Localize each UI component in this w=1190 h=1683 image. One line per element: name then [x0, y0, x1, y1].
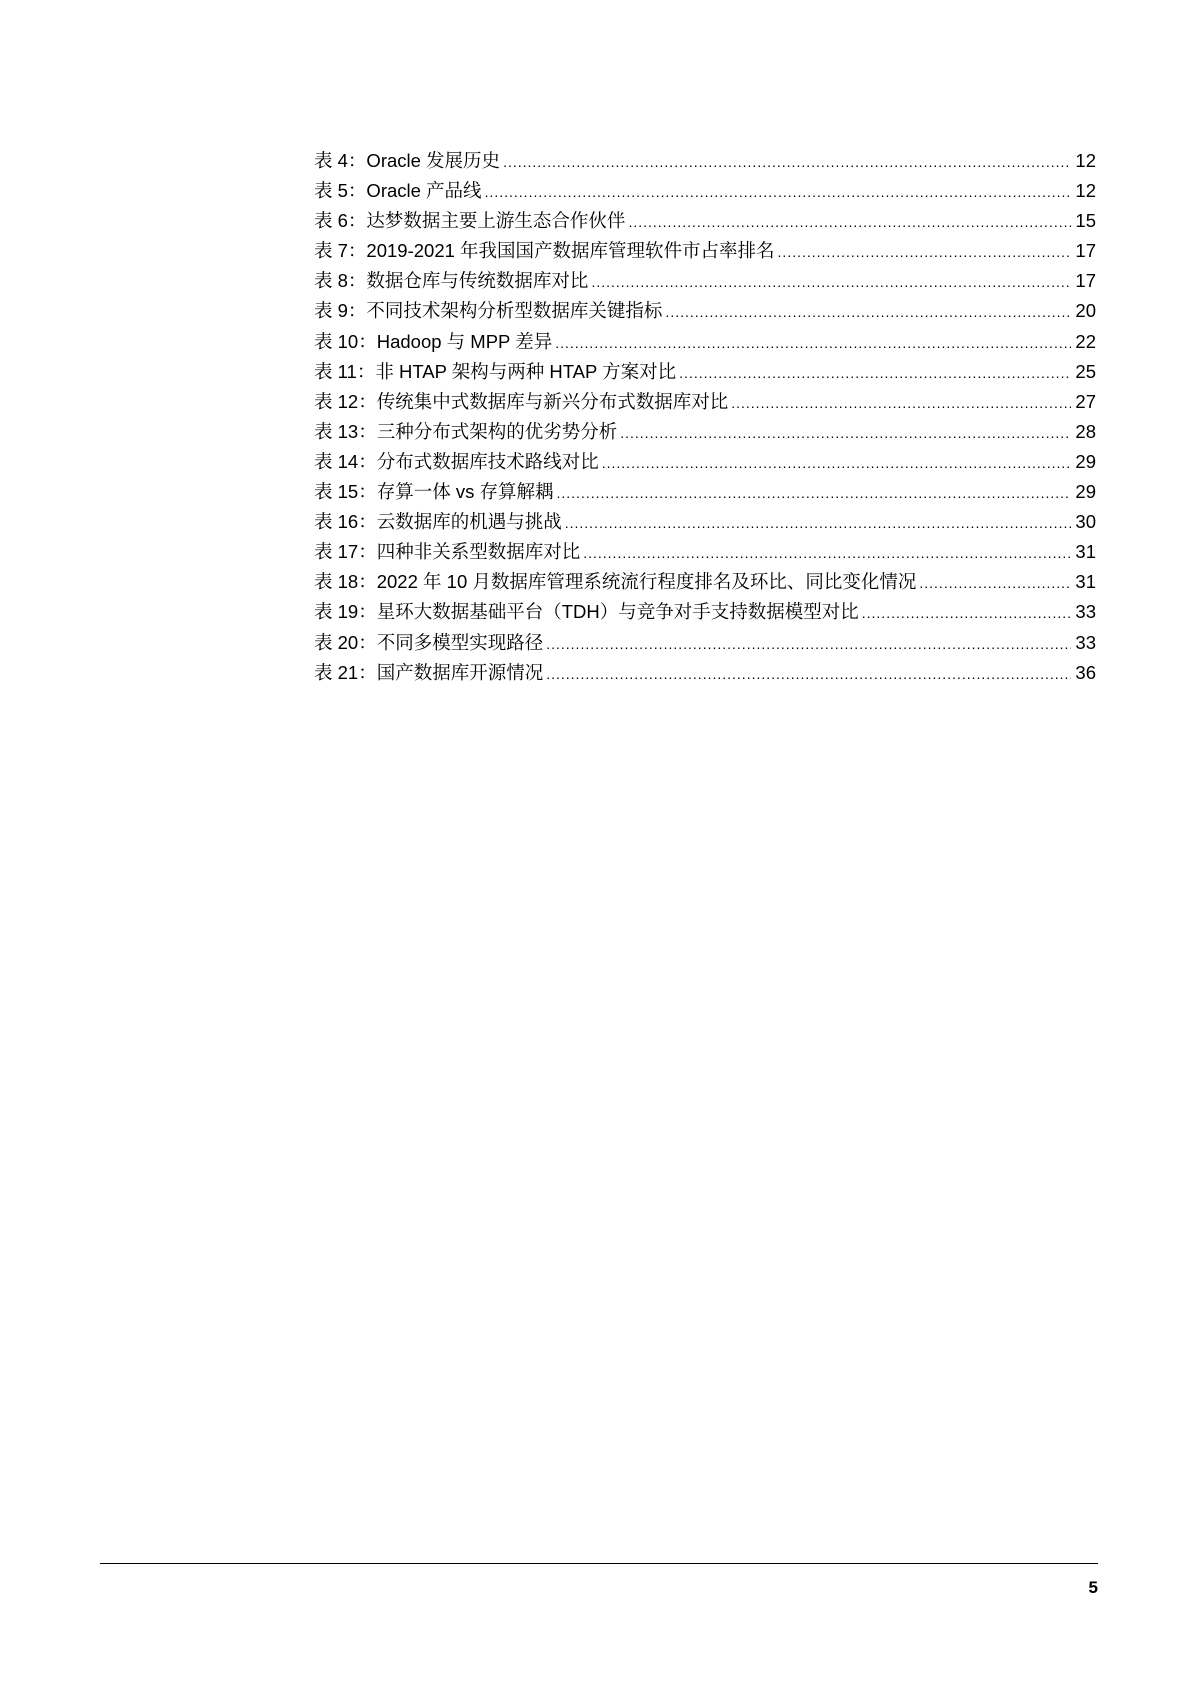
toc-dot-leader: [919, 568, 1071, 598]
toc-entry-page: 33: [1075, 601, 1096, 623]
toc-entry-label: 表 11：非 HTAP 架构与两种 HTAP 方案对比: [314, 360, 677, 382]
toc-entry-label: 表 4：Oracle 发展历史: [314, 150, 501, 171]
toc-entry-label: 表 21：国产数据库开源情况: [314, 661, 544, 683]
page-number: 5: [1088, 1578, 1098, 1597]
toc-entry-page: 12: [1075, 180, 1096, 202]
toc-entry-page: 27: [1075, 390, 1096, 412]
toc-entry-page: 31: [1075, 571, 1096, 593]
toc-dot-leader: [665, 297, 1071, 327]
toc-entry-page: 33: [1075, 631, 1096, 653]
toc-entry[interactable]: [314, 327, 1096, 357]
toc-dot-leader: [557, 478, 1072, 508]
toc-entry-label: 表 13：三种分布式架构的优劣势分析: [314, 420, 618, 442]
toc-entry-label: 表 19：星环大数据基础平台（TDH）与竞争对手支持数据模型对比: [314, 601, 859, 623]
toc-dot-leader: [731, 388, 1071, 418]
toc-entry-page: 20: [1075, 300, 1096, 322]
toc-dot-leader: [565, 508, 1071, 538]
toc-entry[interactable]: [314, 507, 1096, 537]
toc-dot-leader: [602, 448, 1071, 478]
toc-dot-leader: [591, 267, 1071, 297]
toc-entry[interactable]: [314, 537, 1096, 567]
toc-dot-leader: [862, 598, 1071, 628]
toc-dot-leader: [503, 147, 1071, 177]
toc-entry-page: 29: [1075, 450, 1096, 472]
toc-entry-page: 17: [1075, 270, 1096, 292]
toc-dot-leader: [620, 418, 1071, 448]
toc-entry-page: 25: [1075, 360, 1096, 382]
toc-dot-leader: [485, 177, 1071, 207]
toc-entry[interactable]: [314, 146, 1096, 176]
toc-entry-page: 31: [1075, 541, 1096, 563]
toc-entry-label: 表 14：分布式数据库技术路线对比: [314, 450, 599, 472]
toc-entry-page: 22: [1075, 330, 1096, 352]
footer-divider: [100, 1563, 1098, 1564]
toc-entry-page: 30: [1075, 511, 1096, 533]
toc-entry[interactable]: [314, 447, 1096, 477]
toc-entry[interactable]: [314, 658, 1096, 688]
toc-dot-leader: [778, 237, 1071, 267]
toc-entry-label: 表 10：Hadoop 与 MPP 差异: [314, 330, 553, 352]
toc-entry[interactable]: [314, 417, 1096, 447]
toc-entry-page: 36: [1075, 661, 1096, 683]
toc-entry-label: 表 18：2022 年 10 月数据库管理系统流行程度排名及环比、同比变化情况: [314, 571, 917, 593]
toc-entry[interactable]: [314, 597, 1096, 627]
table-of-tables: [314, 146, 1096, 688]
toc-entry-page: 29: [1075, 481, 1096, 503]
toc-entry-label: 表 16：云数据库的机遇与挑战: [314, 511, 562, 533]
toc-dot-leader: [546, 659, 1071, 689]
toc-entry[interactable]: [314, 567, 1096, 597]
toc-dot-leader: [555, 328, 1071, 358]
toc-entry-page: 15: [1075, 210, 1096, 232]
toc-entry[interactable]: [314, 387, 1096, 417]
toc-entry[interactable]: [314, 628, 1096, 658]
toc-entry-label: 表 7：2019-2021 年我国国产数据库管理软件市占率排名: [314, 240, 775, 262]
toc-entry[interactable]: [314, 206, 1096, 236]
toc-entry-label: 表 9：不同技术架构分析型数据库关键指标: [314, 300, 663, 322]
toc-entry[interactable]: [314, 236, 1096, 266]
toc-entry-label: 表 12：传统集中式数据库与新兴分布式数据库对比: [314, 390, 729, 412]
toc-entry-page: 12: [1075, 150, 1096, 171]
toc-entry-page: 17: [1075, 240, 1096, 262]
toc-entry[interactable]: [314, 176, 1096, 206]
toc-dot-leader: [628, 207, 1071, 237]
toc-entry-label: 表 17：四种非关系型数据库对比: [314, 541, 581, 563]
toc-entry-label: 表 5：Oracle 产品线: [314, 180, 482, 202]
toc-dot-leader: [546, 629, 1071, 659]
toc-entry-label: 表 20：不同多模型实现路径: [314, 631, 544, 653]
toc-entry[interactable]: [314, 477, 1096, 507]
toc-dot-leader: [679, 358, 1071, 388]
toc-entry-page: 28: [1075, 420, 1096, 442]
toc-entry[interactable]: [314, 296, 1096, 326]
toc-entry-label: 表 15：存算一体 vs 存算解耦: [314, 481, 554, 503]
toc-dot-leader: [583, 538, 1071, 568]
toc-entry[interactable]: [314, 266, 1096, 296]
toc-entry-label: 表 8：数据仓库与传统数据库对比: [314, 270, 589, 292]
toc-entry-label: 表 6：达梦数据主要上游生态合作伙伴: [314, 210, 626, 232]
toc-entry[interactable]: [314, 357, 1096, 387]
